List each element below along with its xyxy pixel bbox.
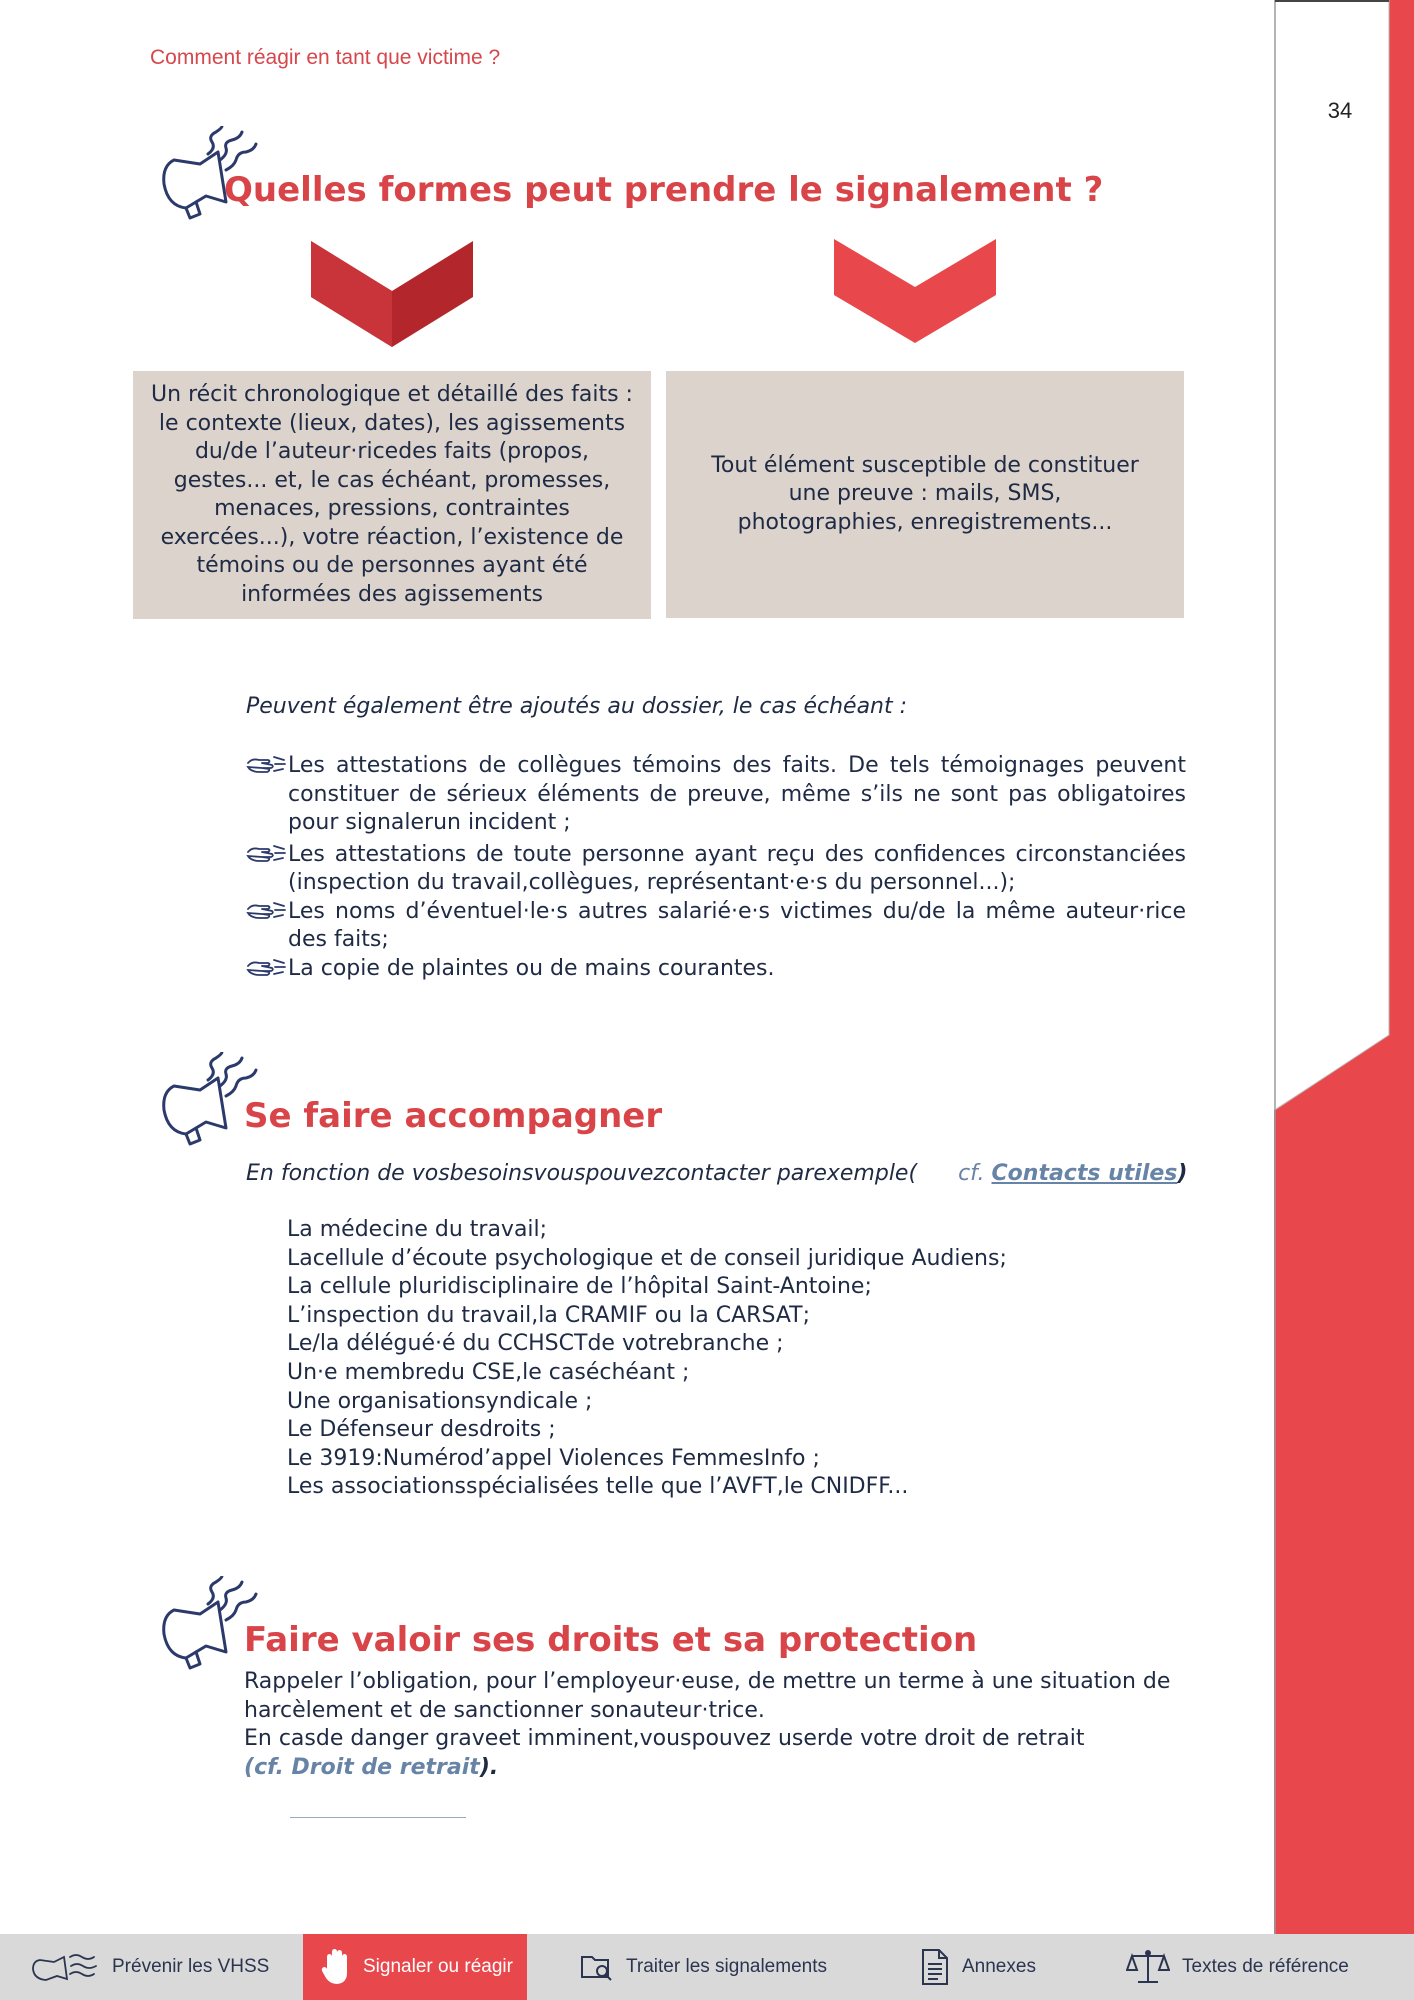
- document-icon: [920, 1948, 950, 1986]
- running-title: Comment réagir en tant que victime ?: [150, 46, 501, 69]
- section-title-signalement: Quelles formes peut prendre le signalement ?: [224, 170, 1104, 210]
- droits-paragraph-2: En casde danger graveet imminent,vouspouvez userde votre droit de retrait: [244, 1726, 1085, 1751]
- divider: [290, 1817, 466, 1818]
- list-item: L’inspection du travail,la CRAMIF ou la CARSAT;: [287, 1302, 811, 1328]
- nav-prevenir[interactable]: Prévenir les VHSS: [30, 1934, 269, 2000]
- pointing-hand-icon: [246, 754, 286, 776]
- hand-icon: [321, 1947, 351, 1987]
- droits-reference: (cf. Droit de retrait).: [244, 1754, 499, 1780]
- list-item: Le 3919:Numérod’appel Violences FemmesInfo ;: [287, 1445, 820, 1471]
- list-item: Le/la délégué·é du CCHSCTde votrebranche ;: [287, 1331, 784, 1357]
- chevron-down-icon: [830, 235, 1000, 355]
- signalement-preuve-box: [666, 371, 1184, 618]
- list-item: La copie de plaintes ou de mains courantes.: [246, 955, 1186, 984]
- page-number: 34: [1327, 98, 1353, 123]
- nav-annexes[interactable]: Annexes: [920, 1934, 1036, 2000]
- section-title-droits: Faire valoir ses droits et sa protection: [244, 1620, 978, 1660]
- additional-docs-list: [246, 752, 1186, 983]
- list-item: Le Défenseur desdroits ;: [287, 1417, 556, 1443]
- list-item: Les associationsspécialisées telle que l’AVFT,le CNIDFF...: [287, 1474, 909, 1500]
- nav-signaler[interactable]: Signaler ou réagir: [303, 1934, 527, 2000]
- pointing-hand-icon: [246, 900, 286, 922]
- signalement-recit-box: [133, 371, 651, 619]
- footer-nav: [0, 1934, 1414, 2000]
- list-item: Les attestations de toute personne ayant reçu des confidences circonstanciées (inspection du travail,collègues, représentant·e·s du personnel...);: [246, 841, 1186, 898]
- list-item: Lacellule d’écoute psychologique et de conseil juridique Audiens;: [287, 1245, 1007, 1271]
- list-item: Une organisationsyndicale ;: [287, 1388, 593, 1414]
- nav-textes[interactable]: Textes de référence: [1126, 1934, 1349, 2000]
- list-item: Un·e membredu CSE,le caséchéant ;: [287, 1359, 690, 1385]
- additional-docs-intro: Peuvent également être ajoutés au dossier, le cas échéant :: [246, 694, 908, 719]
- pointing-hand-icon: [246, 957, 286, 979]
- megaphone-icon: [30, 1949, 100, 1985]
- section-title-accompagner: Se faire accompagner: [244, 1096, 663, 1136]
- signalement-preuve-text: Tout élément susceptible de constituer une preuve : mails, SMS, photographies, enregistrements...: [711, 452, 1139, 535]
- decorative-sidebar: [1274, 0, 1414, 1934]
- list-item: Les attestations de collègues témoins des faits. De tels témoignages peuvent constituer de sérieux éléments de preuve, même s’ils ne sont pas obligatoires pour signalerun incident ;: [246, 752, 1186, 838]
- contacts-utiles-link[interactable]: Contacts utiles: [991, 1161, 1178, 1186]
- scales-icon: [1126, 1948, 1170, 1986]
- list-item: La cellule pluridisciplinaire de l’hôpital Saint-Antoine;: [287, 1274, 872, 1300]
- accompagner-intro: En fonction de vosbesoinsvouspouvezcontacter parexemple( cf. Contacts utiles): [246, 1161, 1188, 1186]
- list-item: Les noms d’éventuel·le·s autres salarié·e·s victimes du/de la même auteur·rice des faits;: [246, 898, 1186, 955]
- contacts-list: [287, 1216, 1007, 1502]
- droits-text: [244, 1668, 1204, 1782]
- folder-search-icon: [580, 1951, 614, 1983]
- nav-traiter[interactable]: Traiter les signalements: [580, 1934, 827, 2000]
- chevron-down-icon: [307, 235, 477, 355]
- droits-paragraph-1: Rappeler l’obligation, pour l’employeur·euse, de mettre un terme à une situation de harcèlement et de sanctionner sonauteur·trice.: [244, 1669, 1171, 1723]
- droit-de-retrait-link[interactable]: cf. Droit de retrait: [254, 1754, 480, 1780]
- pointing-hand-icon: [246, 843, 286, 865]
- signalement-recit-text: Un récit chronologique et détaillé des faits : le contexte (lieux, dates), les agissements du/de l’auteur·ricedes faits (propos, gestes... et, le cas échéant, promesses, menaces, pressions, contraintes exercées...), votre réaction, l’existence de témoins ou de personnes ayant été informées des agissements: [151, 382, 633, 607]
- list-item: La médecine du travail;: [287, 1217, 548, 1242]
